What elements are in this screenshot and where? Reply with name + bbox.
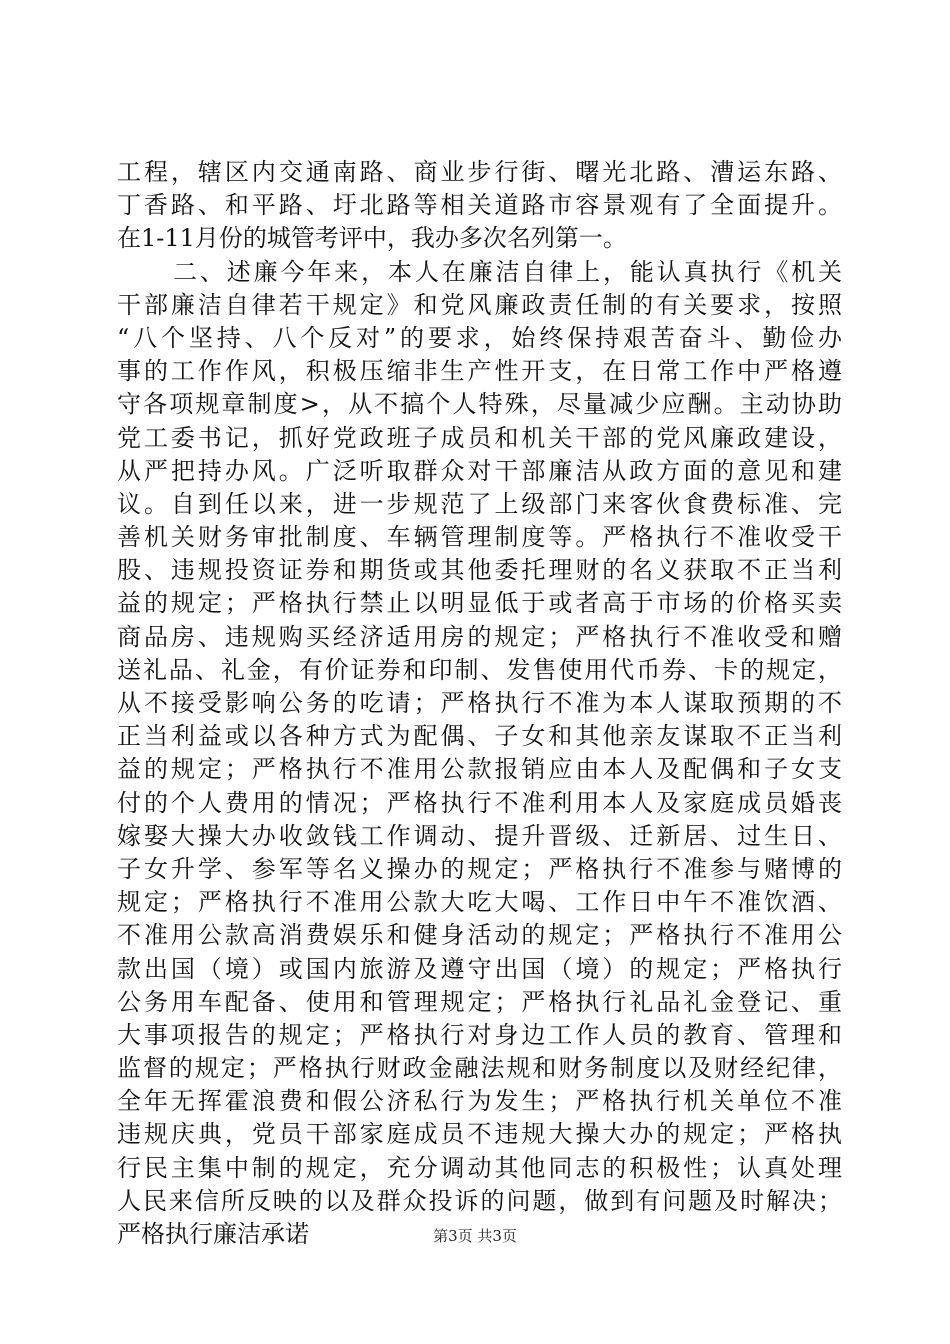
text-line: 干部廉洁自律若干规定》和党风廉政责任制的有关要求，按照 (117, 290, 842, 319)
text-line: 党工委书记，抓好党政班子成员和机关干部的党风廉政建设， (117, 423, 842, 452)
text-line: 善机关财务审批制度、车辆管理制度等。严格执行不准收受干 (117, 523, 842, 552)
text-line: 违规庆典，党员干部家庭成员不违规大操大办的规定；严格执 (117, 1120, 842, 1149)
text-line: 益的规定；严格执行禁止以明显低于或者高于市场的价格买卖 (117, 589, 842, 618)
page-footer: 第3页 共3页 (433, 1227, 517, 1245)
text-line: 监督的规定；严格执行财政金融法规和财务制度以及财经纪律， (117, 1054, 842, 1083)
text-line: 全年无挥霍浪费和假公济私行为发生；严格执行机关单位不准 (117, 1087, 842, 1116)
text-line: 工程，辖区内交通南路、商业步行街、曙光北路、漕运东路、 (117, 158, 842, 186)
text-line: 守各项规章制度>，从不搞个人特殊，尽量减少应酬。主动协助 (117, 390, 842, 419)
text-line: 子女升学、参军等名义操办的规定；严格执行不准参与赌博的 (117, 854, 842, 883)
paragraph-start-line: 二、述廉今年来，本人在廉洁自律上，能认真执行《机关 (173, 257, 842, 286)
text-line: 送礼品、礼金，有价证券和印制、发售使用代币券、卡的规定， (117, 655, 842, 684)
text-line: 款出国（境）或国内旅游及遵守出国（境）的规定；严格执行 (117, 954, 842, 983)
text-line: 商品房、违规购买经济适用房的规定；严格执行不准收受和赠 (117, 622, 842, 651)
body-text (117, 156, 842, 1251)
text-line: 从不接受影响公务的吃请；严格执行不准为本人谋取预期的不 (117, 689, 842, 717)
text-line: 人民来信所反映的以及群众投诉的问题，做到有问题及时解决； (117, 1186, 842, 1215)
text-line: 大事项报告的规定；严格执行对身边工作人员的教育、管理和 (117, 1020, 842, 1049)
text-line: “八个坚持、八个反对”的要求，始终保持艰苦奋斗、勤俭办 (117, 323, 842, 352)
text-line: 付的个人费用的情况；严格执行不准利用本人及家庭成员婚丧 (117, 788, 842, 817)
text-line: 丁香路、和平路、圩北路等相关道路市容景观有了全面提升。 (117, 191, 842, 220)
text-line: 从严把持办风。广泛听取群众对干部廉洁从政方面的意见和建 (117, 456, 842, 485)
text-line: 正当利益或以各种方式为配偶、子女和其他亲友谋取不正当利 (117, 722, 842, 751)
text-line: 益的规定；严格执行不准用公款报销应由本人及配偶和子女支 (117, 755, 842, 784)
text-line: 股、违规投资证券和期货或其他委托理财的名义获取不正当利 (117, 556, 842, 585)
text-line: 议。自到任以来，进一步规范了上级部门来客伙食费标准、完 (117, 489, 842, 518)
text-line: 事的工作作风，积极压缩非生产性开支，在日常工作中严格遵 (117, 357, 842, 386)
text-line: 严格执行廉洁承诺 (117, 1220, 309, 1248)
text-line: 规定；严格执行不准用公款大吃大喝、工作日中午不准饮酒、 (117, 888, 842, 917)
text-line: 不准用公款高消费娱乐和健身活动的规定；严格执行不准用公 (117, 921, 842, 950)
text-line: 在1-11月份的城管考评中，我办多次名列第一。 (117, 224, 627, 253)
text-line: 行民主集中制的规定，充分调动其他同志的积极性；认真处理 (117, 1153, 842, 1182)
text-line: 公务用车配备、使用和管理规定；严格执行礼品礼金登记、重 (117, 987, 842, 1016)
text-line: 嫁娶大操大办收敛钱工作调动、提升晋级、迁新居、过生日、 (117, 821, 842, 850)
